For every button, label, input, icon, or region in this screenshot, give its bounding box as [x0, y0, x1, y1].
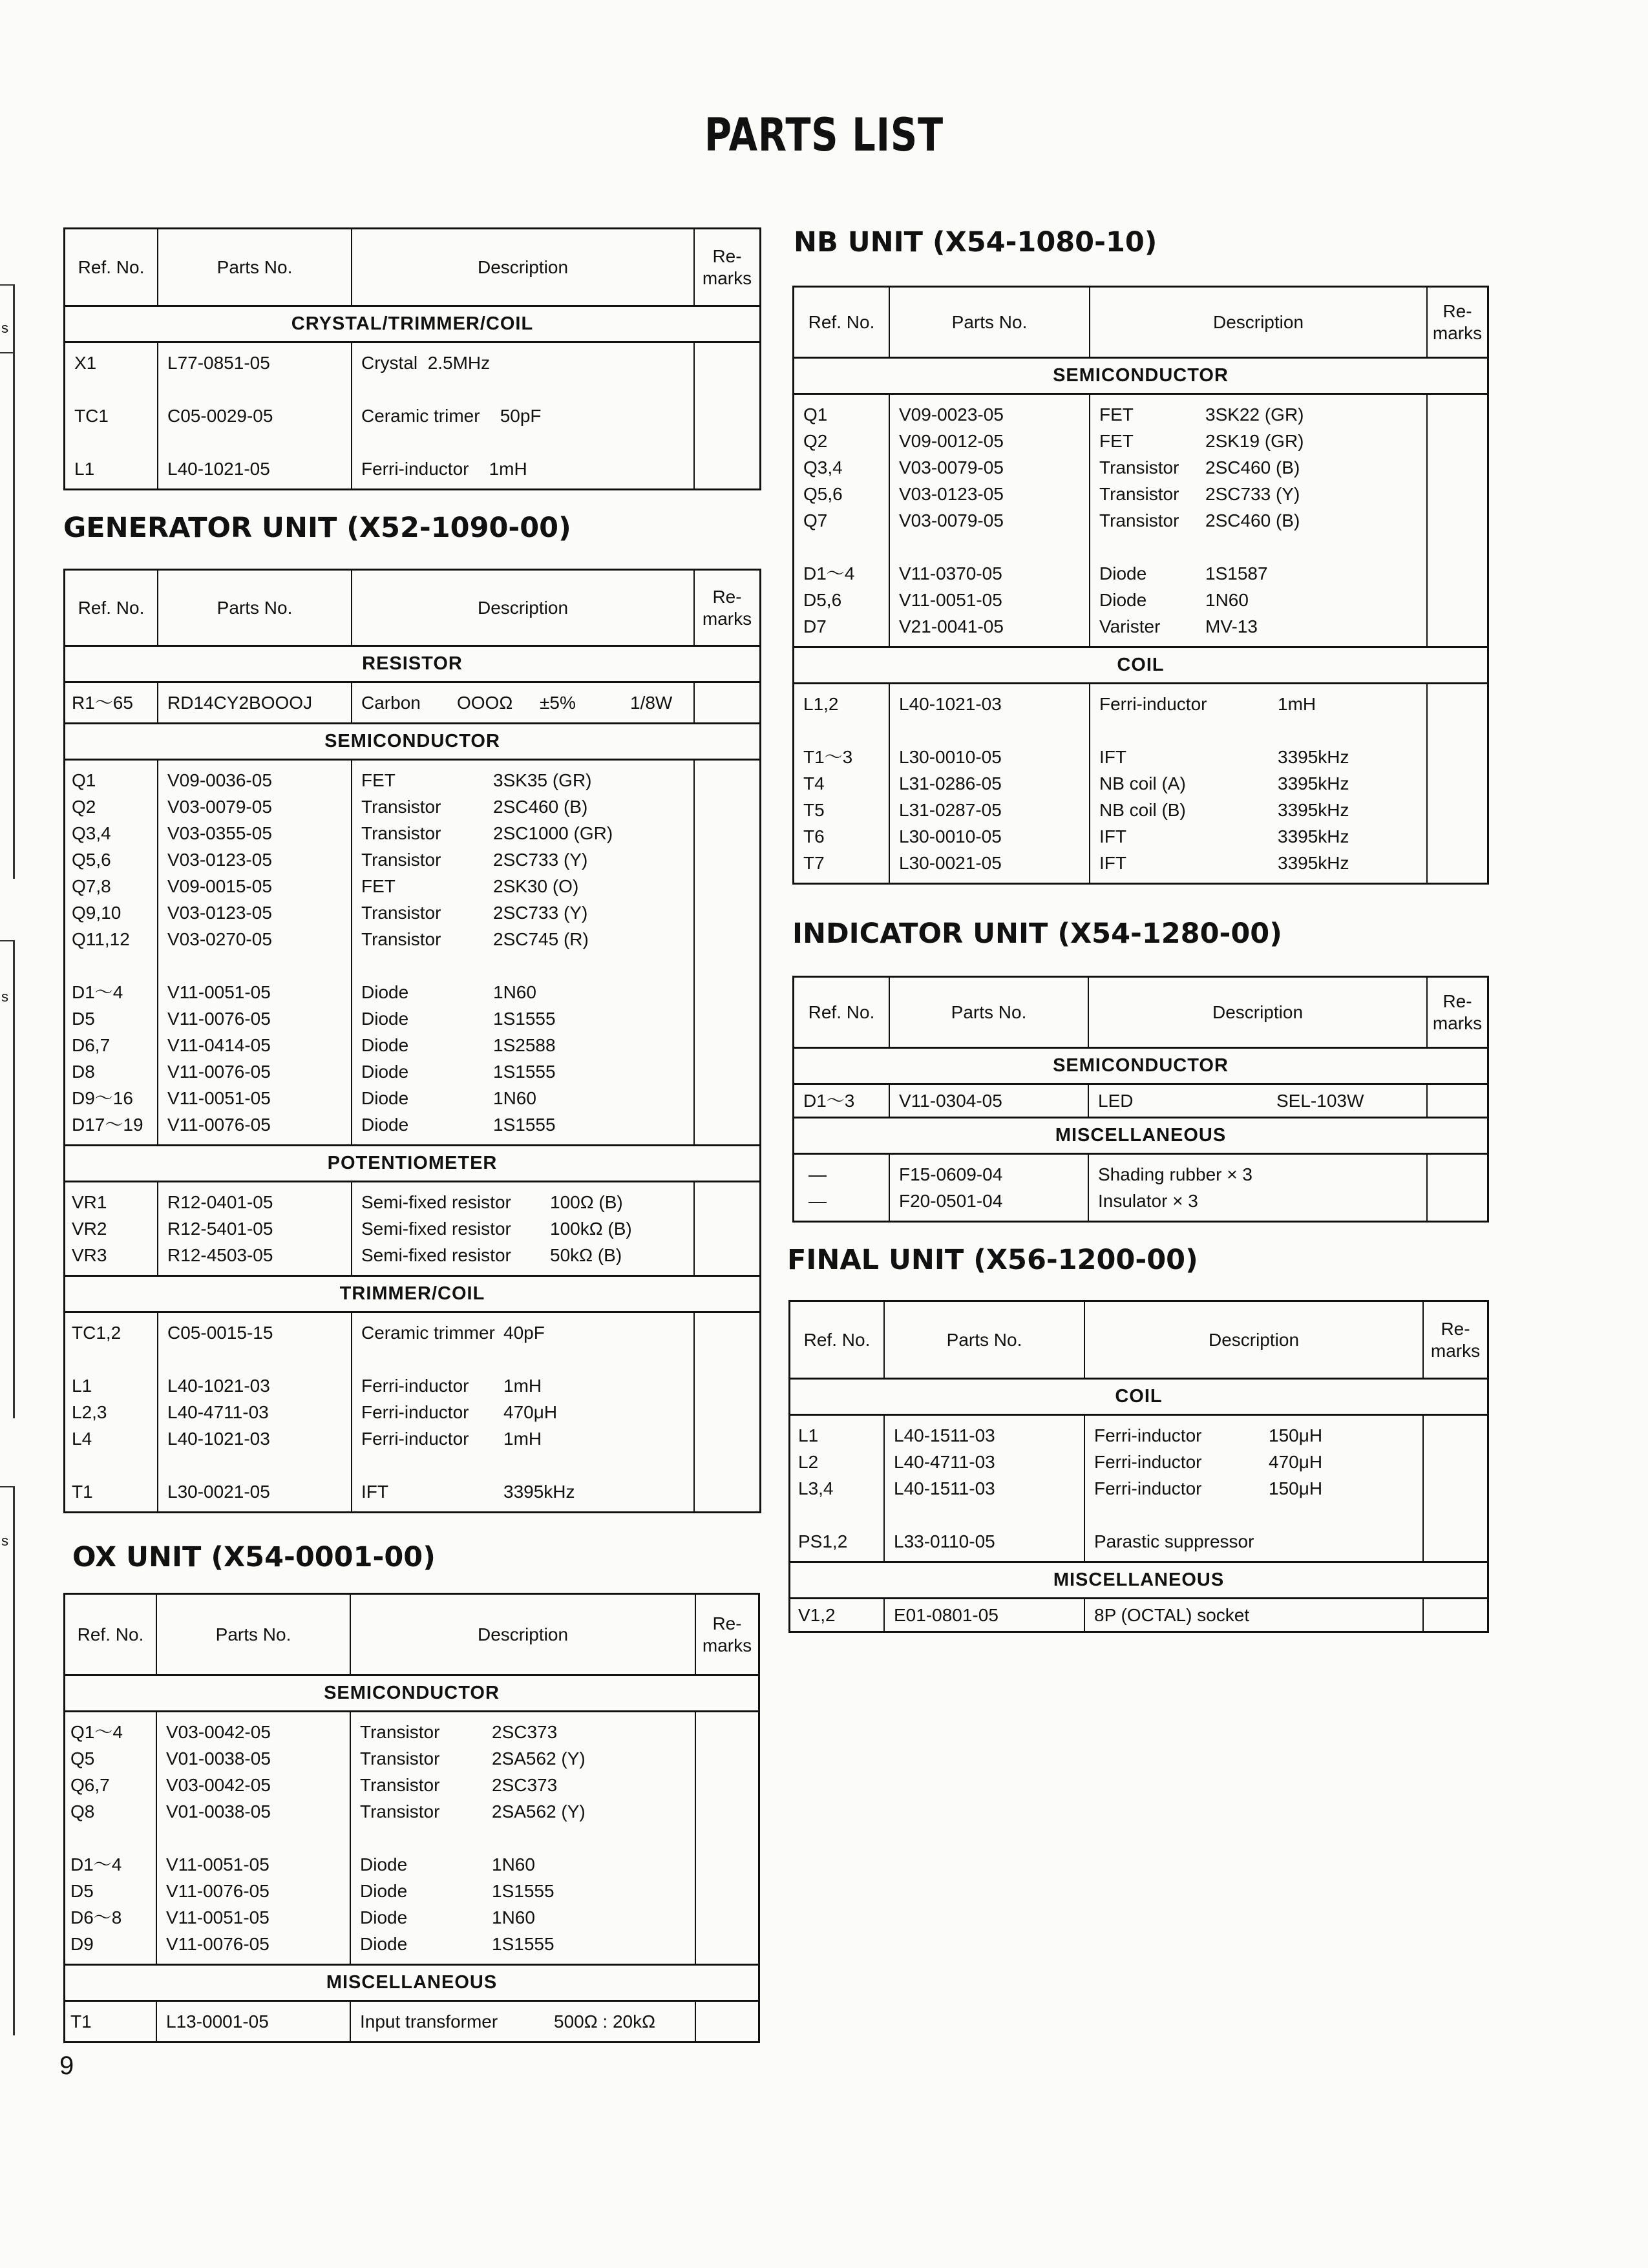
- parts-no: V11-0076-05: [167, 1009, 271, 1029]
- parts-no: V11-0051-05: [167, 1088, 271, 1108]
- parts-no: V11-0076-05: [166, 1934, 269, 1954]
- parts-no: V11-0414-05: [167, 1035, 271, 1055]
- ref-no: Q5: [70, 1748, 95, 1769]
- table-row-group: [65, 1313, 759, 1511]
- header-ref: Ref. No.: [794, 288, 890, 357]
- description-cell: Input transformer 500Ω : 20kΩ: [351, 2002, 696, 2041]
- ref-no: D5: [72, 1009, 95, 1029]
- header-remarks: Re- marks: [702, 586, 752, 629]
- ref-no: Q2: [803, 431, 828, 451]
- header-ref: Ref. No.: [65, 571, 158, 645]
- ref-no: T7: [803, 853, 825, 873]
- description: Ferri-inductor 470μH: [361, 1402, 558, 1422]
- header-ref: Ref. No.: [65, 229, 158, 305]
- parts-no: V01-0038-05: [166, 1748, 271, 1769]
- parts-no: V03-0270-05: [167, 929, 272, 949]
- parts-no: L40-1021-03: [167, 1376, 270, 1396]
- ref-no: T6: [803, 826, 825, 846]
- ref-column: [794, 395, 890, 646]
- header-remarks: Re- marks: [1432, 991, 1483, 1033]
- margin-rule: [0, 940, 14, 941]
- remarks-column: [1428, 684, 1487, 883]
- ref-no: VR1: [72, 1192, 107, 1212]
- ref-no: Q1: [803, 404, 828, 425]
- description-cell: LED SEL-103W: [1089, 1085, 1428, 1117]
- description: FET 2SK19 (GR): [1099, 431, 1304, 451]
- ref-no: Q2: [72, 797, 96, 817]
- ref-no: D9～16: [72, 1088, 133, 1108]
- header-parts: Parts No.: [890, 978, 1089, 1047]
- description-column: Crystal 2.5MHz Ceramic trimer 50pF Ferri-inductor 1mH: [352, 343, 695, 488]
- description-column: [351, 1712, 696, 1964]
- section-heading: RESISTOR: [65, 647, 759, 683]
- final-unit-title: FINAL UNIT (X56-1200-00): [787, 1244, 1198, 1276]
- remarks-column: [696, 1712, 758, 1964]
- page-title: PARTS LIST: [704, 109, 944, 162]
- ref-no: D1～4: [70, 1854, 122, 1874]
- ref-no: Q6,7: [70, 1775, 110, 1795]
- generator-unit-title: GENERATOR UNIT (X52-1090-00): [63, 512, 571, 544]
- ref-no: D5: [70, 1881, 94, 1901]
- parts-no: L40-1511-03: [894, 1425, 995, 1445]
- parts-no: L30-0021-05: [167, 1482, 270, 1502]
- description: Transistor 2SC460 (B): [1099, 457, 1300, 478]
- description: IFT 3395kHz: [1099, 747, 1349, 767]
- table-row-group: [65, 1712, 758, 1966]
- description: FET 2SK30 (O): [361, 876, 579, 896]
- parts-no: R12-5401-05: [167, 1219, 273, 1239]
- parts-no: V11-0076-05: [167, 1115, 271, 1135]
- header-remarks: Re- marks: [702, 1613, 752, 1655]
- parts-no: V11-0076-05: [167, 1062, 271, 1082]
- description: Diode 1S1587: [1099, 563, 1268, 583]
- description-column: Shading rubber × 3 Insulator × 3: [1089, 1155, 1428, 1221]
- description: FET 3SK22 (GR): [1099, 404, 1304, 425]
- description: Diode 1S1555: [360, 1934, 555, 1954]
- ox-unit-table: [63, 1593, 760, 2043]
- description-cell: 8P (OCTAL) socket: [1085, 1599, 1424, 1631]
- description-column: [1090, 395, 1428, 646]
- parts-no: V09-0012-05: [899, 431, 1004, 451]
- parts-cell: E01-0801-05: [885, 1599, 1085, 1631]
- final-unit-table: [788, 1300, 1489, 1633]
- crystal-trimmer-coil-table: [63, 227, 761, 490]
- parts-no: L30-0021-05: [899, 853, 1002, 873]
- ox-unit-title: OX UNIT (X54-0001-00): [72, 1541, 436, 1573]
- description: Ferri-inductor 150μH: [1094, 1425, 1323, 1445]
- parts-no: V03-0123-05: [899, 484, 1004, 504]
- description-cell: Carbon OOOΩ ±5% 1/8W: [352, 683, 695, 722]
- ref-column: [794, 684, 890, 883]
- parts-column: [890, 684, 1090, 883]
- section-heading: SEMICONDUCTOR: [65, 1676, 758, 1712]
- description: Parastic suppressor: [1094, 1531, 1254, 1551]
- description: IFT 3395kHz: [1099, 826, 1349, 846]
- header-description: Description: [1089, 978, 1428, 1047]
- header-parts: Parts No.: [890, 288, 1090, 357]
- description: Diode 1S1555: [361, 1009, 556, 1029]
- ref-no: T5: [803, 800, 825, 820]
- parts-no: R12-0401-05: [167, 1192, 273, 1212]
- header-ref: Ref. No.: [794, 978, 890, 1047]
- ref-no: D6～8: [70, 1907, 122, 1927]
- section-heading: POTENTIOMETER: [65, 1146, 759, 1182]
- remarks-column: [1424, 1416, 1487, 1561]
- margin-frame: [13, 1486, 15, 2035]
- table-header: [794, 288, 1487, 359]
- description: Transistor 2SC733 (Y): [361, 903, 588, 923]
- parts-cell: RD14CY2BOOOJ: [158, 683, 352, 722]
- generator-unit-table: [63, 569, 761, 1513]
- ref-no: D9: [70, 1934, 94, 1954]
- description: NB coil (A) 3395kHz: [1099, 773, 1349, 793]
- description-column: [352, 761, 695, 1144]
- table-row-group: [65, 343, 759, 488]
- margin-frame: [13, 284, 15, 879]
- table-row: [790, 1599, 1487, 1631]
- ref-no: T4: [803, 773, 825, 793]
- ref-no: L1: [72, 1376, 92, 1396]
- parts-no: L30-0010-05: [899, 826, 1002, 846]
- description: IFT 3395kHz: [1099, 853, 1349, 873]
- description: Transistor 2SC733 (Y): [1099, 484, 1300, 504]
- remarks-column: [695, 343, 759, 488]
- parts-column: L77-0851-05 C05-0029-05 L40-1021-05: [158, 343, 352, 488]
- remarks-column: [695, 1182, 759, 1275]
- ref-column: [65, 1313, 158, 1511]
- ref-no: Q5,6: [72, 850, 111, 870]
- margin-rule: [0, 1486, 14, 1487]
- indicator-unit-table: [792, 976, 1489, 1223]
- ref-no: L2,3: [72, 1402, 107, 1422]
- section-heading: SEMICONDUCTOR: [65, 724, 759, 761]
- parts-no: L30-0010-05: [899, 747, 1002, 767]
- parts-no: V03-0123-05: [167, 850, 272, 870]
- description: Ferri-inductor 150μH: [1094, 1478, 1323, 1498]
- parts-no: V03-0355-05: [167, 823, 272, 843]
- ref-no: L4: [72, 1429, 92, 1449]
- description: Diode 1S1555: [361, 1062, 556, 1082]
- parts-column: [158, 761, 352, 1144]
- table-row-group: [794, 395, 1487, 648]
- table-row: [794, 1085, 1487, 1118]
- parts-column: F15-0609-04 F20-0501-04: [890, 1155, 1089, 1221]
- header-parts: Parts No.: [157, 1595, 351, 1674]
- description: Diode 1S1555: [361, 1115, 556, 1135]
- table-header: [794, 978, 1487, 1049]
- nb-unit-table: [792, 286, 1489, 885]
- description: Transistor 2SC373: [360, 1722, 558, 1742]
- parts-cell: V11-0304-05: [890, 1085, 1089, 1117]
- description-column: [1090, 684, 1428, 883]
- parts-no: V09-0023-05: [899, 404, 1004, 425]
- ref-no: D8: [72, 1062, 95, 1082]
- parts-column: [885, 1416, 1085, 1561]
- header-ref: Ref. No.: [65, 1595, 157, 1674]
- description: Transistor 2SC745 (R): [361, 929, 589, 949]
- ref-cell: R1～65: [65, 683, 158, 722]
- table-row: [65, 683, 759, 724]
- margin-rule: [0, 352, 14, 353]
- parts-no: V03-0079-05: [899, 510, 1004, 530]
- parts-no: V01-0038-05: [166, 1801, 271, 1822]
- ref-column: [65, 1712, 157, 1964]
- parts-no: L40-4711-03: [894, 1452, 995, 1472]
- description: Diode 1S2588: [361, 1035, 556, 1055]
- description: Semi-fixed resistor 50kΩ (B): [361, 1245, 622, 1265]
- header-parts: Parts No.: [158, 571, 352, 645]
- ref-column: [65, 761, 158, 1144]
- table-header: [65, 571, 759, 647]
- ref-no: Q11,12: [72, 929, 130, 949]
- ref-no: D5,6: [803, 590, 842, 610]
- header-parts: Parts No.: [885, 1302, 1085, 1378]
- ref-no: Q3,4: [72, 823, 111, 843]
- header-description: Description: [351, 1595, 696, 1674]
- ref-no: Q3,4: [803, 457, 843, 478]
- remarks-column: [695, 1313, 759, 1511]
- header-parts: Parts No.: [158, 229, 352, 305]
- ref-column: [790, 1416, 885, 1561]
- ref-column: [65, 1182, 158, 1275]
- section-heading: SEMICONDUCTOR: [794, 1049, 1487, 1085]
- parts-no: V03-0079-05: [899, 457, 1004, 478]
- description: Varister MV-13: [1099, 616, 1258, 636]
- ref-no: Q7,8: [72, 876, 111, 896]
- section-heading: COIL: [794, 648, 1487, 684]
- ref-cell: T1: [65, 2002, 157, 2041]
- ref-no: L1: [798, 1425, 819, 1445]
- parts-no: V11-0051-05: [167, 982, 271, 1002]
- parts-cell: L13-0001-05: [157, 2002, 351, 2041]
- parts-no: L40-1021-03: [899, 694, 1002, 714]
- parts-no: V03-0042-05: [166, 1722, 271, 1742]
- header-remarks: Re- marks: [702, 246, 752, 288]
- description: Transistor 2SC460 (B): [361, 797, 588, 817]
- ref-no: D1～4: [803, 563, 855, 583]
- page-number: 9: [59, 2052, 74, 2080]
- description: Ceramic trimmer 40pF: [361, 1323, 545, 1343]
- table-header: [65, 229, 759, 307]
- ref-no: Q9,10: [72, 903, 121, 923]
- table-header: [790, 1302, 1487, 1380]
- margin-frame: [13, 940, 15, 1418]
- remarks-cell: [1428, 1085, 1487, 1117]
- section-heading: CRYSTAL/TRIMMER/COIL: [65, 307, 759, 343]
- section-heading: COIL: [790, 1380, 1487, 1416]
- parts-no: V11-0051-05: [166, 1854, 269, 1874]
- remarks-column: [1428, 395, 1487, 646]
- table-row-group: [794, 1155, 1487, 1221]
- parts-no: V11-0370-05: [899, 563, 1002, 583]
- ref-cell: D1～3: [794, 1085, 890, 1117]
- remarks-column: [695, 761, 759, 1144]
- section-heading: TRIMMER/COIL: [65, 1277, 759, 1313]
- parts-no: V09-0015-05: [167, 876, 272, 896]
- parts-no: V11-0076-05: [166, 1881, 269, 1901]
- ref-cell: V1,2: [790, 1599, 885, 1631]
- section-heading: SEMICONDUCTOR: [794, 359, 1487, 395]
- description: Semi-fixed resistor 100kΩ (B): [361, 1219, 632, 1239]
- indicator-unit-title: INDICATOR UNIT (X54-1280-00): [792, 918, 1282, 950]
- description: Transistor 2SC733 (Y): [361, 850, 588, 870]
- description: Diode 1N60: [1099, 590, 1249, 610]
- description-column: [1085, 1416, 1424, 1561]
- ref-column: X1 TC1 L1: [65, 343, 158, 488]
- table-row: [65, 2002, 758, 2041]
- ref-column: — —: [794, 1155, 890, 1221]
- parts-column: [157, 1712, 351, 1964]
- parts-no: L31-0286-05: [899, 773, 1002, 793]
- description: Transistor 2SA562 (Y): [360, 1748, 586, 1769]
- description: Diode 1N60: [361, 1088, 536, 1108]
- ref-no: PS1,2: [798, 1531, 848, 1551]
- ref-no: T1～3: [803, 747, 853, 767]
- section-heading: MISCELLANEOUS: [794, 1118, 1487, 1155]
- parts-no: L40-4711-03: [167, 1402, 269, 1422]
- parts-no: C05-0015-15: [167, 1323, 273, 1343]
- remarks-cell: [696, 2002, 758, 2041]
- parts-no: L31-0287-05: [899, 800, 1002, 820]
- header-remarks: Re- marks: [1430, 1318, 1481, 1361]
- table-row-group: [790, 1416, 1487, 1563]
- description: Ferri-inductor 470μH: [1094, 1452, 1323, 1472]
- description: Semi-fixed resistor 100Ω (B): [361, 1192, 623, 1212]
- header-description: Description: [352, 571, 695, 645]
- parts-no: V03-0042-05: [166, 1775, 271, 1795]
- parts-column: [890, 395, 1090, 646]
- header-description: Description: [1090, 288, 1428, 357]
- nb-unit-title: NB UNIT (X54-1080-10): [794, 226, 1157, 258]
- parts-no: L40-1511-03: [894, 1478, 995, 1498]
- description-column: [352, 1182, 695, 1275]
- header-ref: Ref. No.: [790, 1302, 885, 1378]
- parts-column: [158, 1313, 352, 1511]
- margin-fragment: s: [1, 320, 8, 336]
- parts-no: V09-0036-05: [167, 770, 272, 790]
- ref-no: D7: [803, 616, 827, 636]
- header-remarks: Re- marks: [1432, 300, 1483, 343]
- description: Ferri-inductor 1mH: [361, 1429, 542, 1449]
- description: Diode 1S1555: [360, 1881, 555, 1901]
- remarks-cell: [695, 683, 759, 722]
- ref-no: Q5,6: [803, 484, 843, 504]
- description: Transistor 2SC373: [360, 1775, 558, 1795]
- parts-no: L40-1021-03: [167, 1429, 270, 1449]
- parts-no: V11-0051-05: [166, 1907, 269, 1927]
- description: NB coil (B) 3395kHz: [1099, 800, 1349, 820]
- parts-no: V03-0079-05: [167, 797, 272, 817]
- ref-no: L1,2: [803, 694, 839, 714]
- description: Ferri-inductor 1mH: [361, 1376, 542, 1396]
- table-row-group: [794, 684, 1487, 883]
- section-heading: MISCELLANEOUS: [65, 1966, 758, 2002]
- description: Diode 1N60: [360, 1854, 535, 1874]
- table-header: [65, 1595, 758, 1676]
- ref-no: D6,7: [72, 1035, 111, 1055]
- table-row-group: [65, 761, 759, 1146]
- ref-no: T1: [72, 1482, 93, 1502]
- parts-no: R12-4503-05: [167, 1245, 273, 1265]
- margin-fragment: s: [1, 1533, 8, 1549]
- ref-no: TC1,2: [72, 1323, 121, 1343]
- ref-no: D1～4: [72, 982, 123, 1002]
- ref-no: L2: [798, 1452, 819, 1472]
- header-description: Description: [1085, 1302, 1424, 1378]
- ref-no: Q1: [72, 770, 96, 790]
- description-column: [352, 1313, 695, 1511]
- ref-no: Q7: [803, 510, 828, 530]
- description: Transistor 2SC1000 (GR): [361, 823, 613, 843]
- parts-column: [158, 1182, 352, 1275]
- table-row-group: [65, 1182, 759, 1277]
- remarks-column: [1428, 1155, 1487, 1221]
- section-heading: MISCELLANEOUS: [790, 1563, 1487, 1599]
- parts-no: L33-0110-05: [894, 1531, 995, 1551]
- header-description: Description: [352, 229, 695, 305]
- ref-no: L3,4: [798, 1478, 834, 1498]
- ref-no: Q1～4: [70, 1722, 123, 1742]
- description: Transistor 2SC460 (B): [1099, 510, 1300, 530]
- ref-no: VR3: [72, 1245, 107, 1265]
- ref-no: D17～19: [72, 1115, 143, 1135]
- remarks-cell: [1424, 1599, 1487, 1631]
- description: Diode 1N60: [360, 1907, 535, 1927]
- parts-no: V11-0051-05: [899, 590, 1002, 610]
- ref-no: VR2: [72, 1219, 107, 1239]
- description: FET 3SK35 (GR): [361, 770, 592, 790]
- parts-no: V21-0041-05: [899, 616, 1004, 636]
- parts-no: V03-0123-05: [167, 903, 272, 923]
- ref-no: Q8: [70, 1801, 95, 1822]
- description: IFT 3395kHz: [361, 1482, 575, 1502]
- description: Ferri-inductor 1mH: [1099, 694, 1316, 714]
- description: Diode 1N60: [361, 982, 536, 1002]
- margin-rule: [0, 284, 14, 286]
- margin-fragment: s: [1, 989, 8, 1005]
- description: Transistor 2SA562 (Y): [360, 1801, 586, 1822]
